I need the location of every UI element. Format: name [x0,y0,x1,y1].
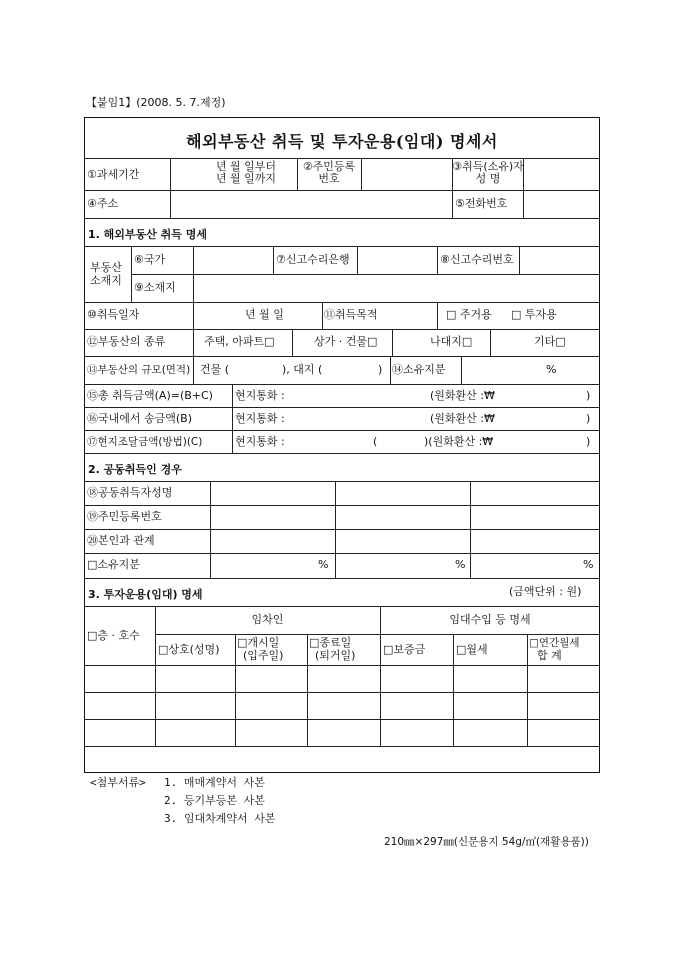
ownership-share-label: ⑭소유지분 [392,363,446,376]
attach-item-3: 3. 임대차계약서 사본 [164,812,276,825]
amount-local-end: ) [586,435,591,448]
divider [155,634,600,635]
kind-other-checkbox[interactable]: 기타□ [534,335,566,348]
lease-floor-header: □층 · 호수 [87,629,140,642]
attach-item-2: 2. 등기부등본 사본 [164,794,265,807]
divider [390,356,391,384]
divider [322,302,323,329]
amount-local-label: ⑰현지조달금액(방법)(C) [87,436,203,448]
divider [232,384,233,453]
acq-purpose-label: ⑪취득목적 [324,308,378,321]
section-2-heading: 2. 공동취득인 경우 [88,463,182,476]
divider [84,356,600,357]
divider [84,692,600,693]
divider [193,329,194,356]
lease-tenant-header: 임차인 [251,613,284,626]
attach-item-1: 1. 매매계약서 사본 [164,776,265,789]
amount-total-krw: (원화환산 :₩ [430,389,495,402]
divider [461,356,462,384]
scale-building: 건물 ( [200,363,230,376]
divider [490,329,491,356]
divider [84,553,600,554]
location-group-label: 부동산 [90,261,122,274]
divider [357,246,358,274]
divider [84,407,600,408]
lease-col-deposit: □보증금 [383,643,426,656]
kind-commercial-checkbox[interactable]: 상가 · 건물□ [314,335,378,348]
lease-col-monthly: □월세 [456,643,488,656]
acq-date-value: 년 월 일 [245,308,284,321]
lease-col-annual-2: 합 계 [537,649,562,662]
amount-unit: (금액단위 : 원) [509,585,582,598]
tax-period-label: ①과세기간 [87,168,140,181]
divider [470,481,471,578]
divider [84,529,600,530]
period-to: 년 월 일까지 [215,172,277,185]
location-group-label-2: 소재지 [90,274,122,287]
joint-share-pct-3: % [583,558,594,571]
kind-apartment-checkbox[interactable]: 주택, 아파트□ [204,335,275,348]
amount-remit-krw: (원화환산 :₩ [430,412,495,425]
divider [210,481,211,578]
location-label: ⑨소재지 [134,281,176,294]
amount-total-end: ) [586,389,591,402]
joint-share-pct-2: % [455,558,466,571]
amount-local-local: 현지통화 : [235,435,285,448]
divider [335,481,336,578]
divider [84,665,600,666]
divider [437,302,438,329]
resident-no-label: ②주민등록 [302,160,356,173]
purpose-home-checkbox[interactable]: □ 주거용 [446,308,492,321]
lease-col-start-2: (입주일) [243,649,284,662]
divider [193,356,194,384]
kind-land-checkbox[interactable]: 나대지□ [430,335,473,348]
phone-label: ⑤전화번호 [455,197,508,210]
owner-name-label: ③취득(소유)자 [452,160,524,173]
divider [131,246,132,302]
amount-remit-end: ) [586,412,591,425]
divider [84,246,600,247]
divider [437,246,438,274]
joint-resident-label: ⑲주민등록번호 [87,510,162,523]
ownership-pct: % [546,363,557,376]
address-label: ④주소 [87,197,119,210]
divider [527,634,528,746]
joint-share-pct-1: % [318,558,329,571]
lease-col-end: □종료일 [309,636,352,649]
page-title: 해외부동산 취득 및 투자운용(임대) 명세서 [186,132,498,151]
joint-relation-label: ⑳본인과 관계 [87,534,155,547]
lease-col-end-2: (퇴거일) [315,649,356,662]
divider [84,481,600,482]
divider [361,158,362,190]
divider [84,719,600,720]
acq-date-label: ⑩취득일자 [87,308,140,321]
amount-total-local: 현지통화 : [235,389,285,402]
divider [380,606,381,746]
joint-share-checkbox[interactable]: □소유지분 [87,558,140,571]
divider [131,274,600,275]
divider [84,384,600,385]
scale-label: ⑬부동산의 규모(면적) [87,364,191,376]
section-1-heading: 1. 해외부동산 취득 명세 [88,228,207,241]
amount-total-label: ⑮총 취득금액(A)=(B+C) [87,389,213,402]
amount-remit-local: 현지통화 : [235,412,285,425]
owner-name-label-2: 성 명 [475,172,501,185]
header-note: 【붙임1】(2008. 5. 7.제정) [86,96,226,109]
divider [84,302,600,303]
scale-land: ), 대지 ( [282,363,323,376]
divider [84,329,600,330]
divider [193,302,194,329]
divider [392,329,393,356]
divider [235,634,236,746]
joint-name-label: ⑱공동취득자성명 [87,486,173,499]
amount-local-mid: ( [373,435,378,448]
divider [307,634,308,746]
divider [84,746,600,747]
divider [84,505,600,506]
divider [193,246,194,302]
lease-col-annual: □연간월세 [529,637,580,649]
purpose-invest-checkbox[interactable]: □ 투자용 [511,308,557,321]
lease-col-start: □개시일 [237,636,280,649]
property-kind-label: ⑫부동산의 종류 [87,335,166,348]
divider [84,430,600,431]
divider [84,606,600,607]
paper-spec-footer: 210㎜×297㎜(신문용지 54g/㎡(재활용품)) [384,836,589,848]
divider [292,329,293,356]
period-from: 년 월 일부터 [215,160,277,173]
divider [84,218,600,219]
country-label: ⑥국가 [134,253,166,266]
divider [84,578,600,579]
divider [155,606,156,746]
divider [84,453,600,454]
scale-close: ) [378,363,383,376]
attach-label: <첨부서류> [90,776,146,789]
amount-remit-label: ⑯국내에서 송금액(B) [87,412,193,425]
resident-no-label-2: 번호 [318,172,340,185]
divider [273,246,274,274]
amount-local-krw: )(원화환산 :₩ [424,435,494,448]
section-3-heading: 3. 투자운용(임대) 명세 [88,588,203,601]
divider [170,158,171,218]
lease-col-name: □상호(성명) [158,643,220,656]
lease-income-header: 임대수입 등 명세 [449,613,531,626]
divider [519,246,520,274]
bank-label: ⑦신고수리은행 [276,253,350,266]
divider [453,634,454,746]
report-no-label: ⑧신고수리번호 [440,253,514,266]
